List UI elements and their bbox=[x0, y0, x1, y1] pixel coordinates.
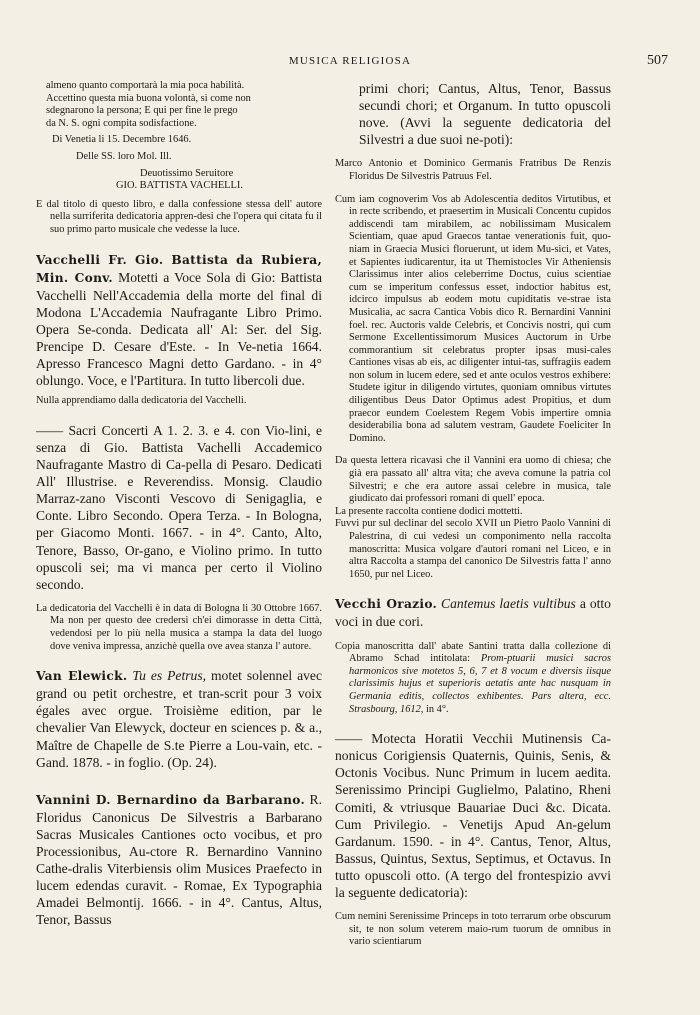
entry-title: Cantemus laetis vultibus bbox=[441, 596, 576, 612]
catalog-entry-vannini bbox=[36, 791, 322, 929]
letter-line: da N. S. ogni compita sodisfactione. bbox=[46, 117, 197, 129]
entry-heading: Vacchelli Fr. Gio. Battista da Rubiera, Min. Conv. bbox=[36, 252, 322, 285]
letter-closing: Deuotissimo Seruitore bbox=[140, 167, 234, 179]
editorial-note: Da questa lettera ricavasi che il Vannini era uomo di chiesa; che già era passato all' altra vita; che aveva comune la patria col Silvestri; e che era autore assai celebre in musica, tale giudicato dai professori romani di quell' epoca. bbox=[335, 455, 611, 505]
editorial-note: E dal titolo di questo libro, e dalla confessione stessa dell' autore nella surriferita dedicatoria appren-desi che l'opera qui citata fu il suo primo parto musicale che vedesse la luce. bbox=[36, 198, 322, 235]
entry-heading: Vannini D. Bernardino da Barbarano. bbox=[36, 792, 306, 807]
entry-heading: Van Elewick. bbox=[36, 669, 128, 684]
entry-text: Motetti a Voce Sola di Gio: Battista Vacchelli Nell'Accademia della morte del final di Modona L'Accademia Naufragante Libro Primo. Opera Se-conda. Dedicata all' Al: Ser. del Sig. Prencipe D. Cesare d'Este. - In Ve-netia 1664. Apresso Francesco Magni detto Gardano. - in 4° oblungo. Voce, e l'Partitura. In tutto libercoli due. bbox=[36, 269, 322, 389]
catalog-entry-motecta: —— Motecta Horatii Vecchii Mutinensis Ca-nonicus Corigiensis Quaternis, Quinis, Senis, & Octonis Vocibus. Nunc Primum in lucem aedita. Serenissimo Principi Guglielmo, Palatino, Rheni Comiti, & vtriusque Bauariae Duci &c. Dicata. Cum Privilegio. - Venetijs Apud An-gelum Gardanum. 1590. - in 4°. Cantus, Tenor, Altus, Bassus, Quintus, Sextus, Septimus, et Octavus. In tutto opuscoli otto. (A tergo del frontespizio avvi la seguente dedicatoria): bbox=[335, 731, 611, 900]
dedication-text: Cum nemini Serenissime Princeps in toto terrarum orbe obscurum sit, te non solum veterem maio-rum tuorum de omnibus in vario scientiarum bbox=[335, 911, 611, 948]
note-italic-title: Prom-ptuarii musici sacros harmonicos sive motetos 5, 6, 7 et 8 vocum e diversis iisque clarissimis hujus et superioris aetatis ante hac nusquam in Germania editis, collectos exhibentes. Pars altera, ecc. Strasbourg, 1612, bbox=[349, 653, 611, 715]
editorial-note: Fuvvi pur sul declinar del secolo XVII un Pietro Paolo Vannini di Palestrina, di cui vedesi un componimento nella raccolta manoscritta: Musica volgare d'autori romani nel Liceo, e in altra Raccolta a stampa del canonico De Silvestris fatta l' anno 1650, pur nel Liceo. bbox=[335, 518, 611, 580]
page-number: 507 bbox=[647, 53, 668, 68]
letter-line: sdegnarono la persona; E qui per fine le prego bbox=[46, 105, 238, 117]
running-title: MUSICA RELIGIOSA bbox=[288, 55, 412, 67]
right-column bbox=[335, 80, 611, 949]
entry-title: Tu es Petrus, bbox=[132, 668, 207, 684]
editorial-note: La presente raccolta contiene dodici mottetti. bbox=[335, 505, 523, 517]
catalog-entry-vacchelli bbox=[36, 251, 322, 390]
note-text: in 4°. bbox=[426, 703, 449, 715]
catalog-entry-vecchi bbox=[335, 595, 611, 630]
dedication-text: Cum iam cognoverim Vos ab Adolescentia deditos Virtutibus, et in recte scribendo, et praesertim in Musicali Concentu cupidos addiscendi tam mirabilem, ac nobilissimam Musicalem Scientiam, quae apud Graecos tantae venerationis fuit, quo-niam in Graecia Musici floruerunt, ut idem Mu-sici, et Vates, et Sapientes iudicarentur, ita ut Themistocles Vir Atheniensis Clarissimus inter alios celeberrime Doctus, cuius scientiae cum se imperitum confessus esset, indoctior habitus est, idcirco impulsus ab eodem motu cupiditatis ve-strae ista Musicalia, ac sacra Cantica Vobis dico R. Bernardini Vannini foel. rec. Auctoris valde Celebris, et Concivis nostri, qui cum Sermone Excellentissimorum Musices Auctorum in Urbe commorantium sit celebratus propter ipsas musi-cales Cantiones visas ab eis, ac diligenter intui-tas, suffragiis eadem non solum in lucem edere, sed et ante oculos vestros exhibere: Studete igitur in diligendo virtutes, quoniam omnibus virtutes diligentibus Deus Dator Optimus adest Propitius, et dum praecor eundem Coelestem Regem Vobis impertire omnia desiderabilia bona ad salutem vestram, Gaudete Foeliciter In Domino. bbox=[335, 193, 611, 444]
page-header bbox=[32, 55, 668, 75]
letter-line: Accettino questa mia buona volontà, sì come non bbox=[46, 92, 251, 104]
dedication-heading: Marco Antonio et Dominico Germanis Fratribus De Renzis Floridus De Silvestris Patruus Fel. bbox=[335, 158, 611, 182]
editorial-note: La dedicatoria del Vacchelli è in data di Bologna li 30 Ottobre 1667. Ma non per questo dee credersi ch'ei dimorasse in detta Città, vedendosi per lo più nella musica a stampa la data del luogo dove veniva impressa, anzichè quella ove avea stanza l' autore. bbox=[36, 602, 322, 652]
note-text: Copia manoscritta dall' abate Santini tratta dalla collezione di Abramo Schad intitolata: bbox=[335, 640, 611, 665]
letter-line: almeno quanto comportarà la mia poca habilità. bbox=[46, 80, 245, 91]
editorial-note: Nulla apprendiamo dalla dedicatoria del Vacchelli. bbox=[36, 395, 247, 407]
entry-heading: Vecchi Orazio. bbox=[335, 597, 438, 612]
entry-text: motet solennel avec grand ou petit orchestre, et tran-scrit pour 3 voix égales avec orgue. Troisième edition, par le chevalier Van Elewyck, docteur en sciences p. & a., Maître de Chapelle de S.te Pierre a Lou-vain, etc. - Gand. 1878. - in foglio. (Op. 24). bbox=[36, 668, 322, 770]
catalog-entry-van-elewick bbox=[36, 667, 322, 771]
letter-date: Di Venetia li 15. Decembre 1646. bbox=[52, 134, 192, 146]
entry-text: a otto voci in due cori. bbox=[335, 596, 611, 630]
editorial-note bbox=[335, 641, 611, 717]
letter-closing-text bbox=[36, 80, 322, 130]
letter-signature: GIO. BATTISTA VACHELLI. bbox=[116, 180, 243, 192]
letter-address: Delle SS. loro Mol. Ill. bbox=[76, 150, 172, 162]
left-column bbox=[36, 80, 322, 929]
entry-text: R. Floridus Canonicus De Silvestris a Barbarano Sacras Musicales Cantiones octo vocibus, et pro Processionibus, Au-ctore R. Bernardino Vannino Cathe-dralis Viterbiensis olim Musices Praefecto in lucem edendas curavit. - Romae, Ex Typographia Amadei Belmontij. 1666. - in 4°. Cantus, Altus, Tenor, Bassus bbox=[36, 791, 323, 928]
entry-continuation: primi chori; Cantus, Altus, Tenor, Bassus secundi chori; et Organum. In tutto opuscoli nove. (Avvi la seguente dedicatoria del Silvestri a due suoi ne-poti): bbox=[359, 81, 611, 148]
catalog-entry-sacri-concerti: —— Sacri Concerti A 1. 2. 3. e 4. con Vio-lini, e senza di Gio. Battista Vachelli Accademico Naufragante Mastro di Ca-pella di Pesaro. Dedicati All' Illustrise. e Reverendiss. Monsig. Claudio Marraz-zano Visconti Vescovo di Senigaglia, e Conte. Libro Secondo. Opera Terza. - In Bologna, per Giacomo Monti. 1667. - in 4°. Canto, Alto, Tenore, Basso, Or-gano, e Violino primo. In tutto opuscoli sei; ma vi manca per certo il Violino secondo. bbox=[36, 422, 322, 592]
